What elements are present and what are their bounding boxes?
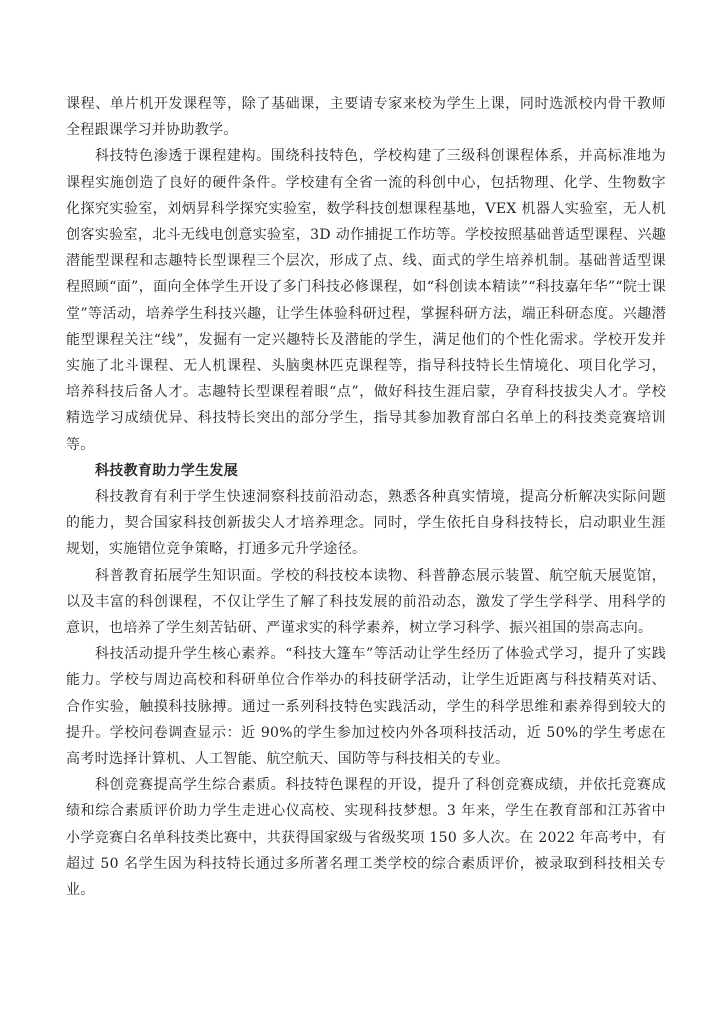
document-body	[66, 91, 666, 903]
paragraph-course-construction: 科技特色渗透于课程建构。围绕科技特色，学校构建了三级科创课程体系，并高标准地为课程实施创造了良好的硬件条件。学校建有全省一流的科创中心，包括物理、化学、生物数字化探究实验室，刘炳昇科学探究实验室，数学科技创想课程基地，VEX 机器人实验室，无人机创客实验室，北斗无线电创意实验室，3D 动作捕捉工作坊等。学校按照基础普适型课程、兴趣潜能型课程和志趣特长型课程三个层次，形成了点、线、面式的学生培养机制。基础普适型课程照顾“面”，面向全体学生开设了多门科技必修课程，如“科创读本精读”“科技嘉年华”“院士课堂”等活动，培养学生科技兴趣，让学生体验科研过程，掌握科研方法，端正科研态度。兴趣潜能型课程关注“线”，发掘有一定兴趣特长及潜能的学生，满足他们的个性化需求。学校开发并实施了北斗课程、无人机课程、头脑奥林匹克课程等，指导科技特长生情境化、项目化学习，培养科技后备人才。志趣特长型课程着眼“点”，做好科技生涯启蒙，孕育科技拔尖人才。学校精选学习成绩优异、科技特长突出的部分学生，指导其参加教育部白名单上的科技类竞赛培训等。	[66, 148, 666, 453]
section-heading: 科技教育助力学生发展	[95, 462, 238, 479]
paragraph-intro: 科技教育有利于学生快速洞察科技前沿动态，熟悉各种真实情境，提高分析解决实际问题的能力，契合国家科技创新拔尖人才培养理念。同时，学生依托自身科技特长，启动职业生涯规划，实施错位竞争策略，打通多元升学途径。	[66, 489, 666, 558]
paragraph-science-popularization: 科普教育拓展学生知识面。学校的科技校本读物、科普静态展示装置、航空航天展览馆，以及丰富的科创课程，不仅让学生了解了科技发展的前沿动态，激发了学生学科学、用科学的意识，也培养了学生刻苦钻研、严谨求实的科学素养，树立学习科学、振兴祖国的崇高志向。	[66, 567, 666, 637]
paragraph-competitions: 科创竞赛提高学生综合素质。科技特色课程的开设，提升了科创竞赛成绩，并依托竞赛成绩和综合素质评价助力学生走进心仪高校、实现科技梦想。3 年来，学生在教育部和江苏省中小学竞赛白名单科技类比赛中，共获得国家级与省级奖项 150 多人次。在 2022 年高考中，有超过 50 名学生因为科技特长通过多所著名理工类学校的综合素质评价，被录取到科技相关专业。	[66, 777, 666, 899]
paragraph-activities: 科技活动提升学生核心素养。“科技大篷车”等活动让学生经历了体验式学习，提升了实践能力。学校与周边高校和科研单位合作举办的科技研学活动，让学生近距离与科技精英对话、合作实验，触摸科技脉搏。通过一系列科技特色实践活动，学生的科学思维和素养得到较大的提升。学校问卷调查显示：近 90%的学生参加过校内外各项科技活动，近 50%的学生考虑在高考时选择计算机、人工智能、航空航天、国防等与科技相关的专业。	[66, 646, 666, 768]
paragraph-continued: 课程、单片机开发课程等，除了基础课，主要请专家来校为学生上课，同时选派校内骨干教师全程跟课学习并协助教学。	[66, 96, 666, 139]
